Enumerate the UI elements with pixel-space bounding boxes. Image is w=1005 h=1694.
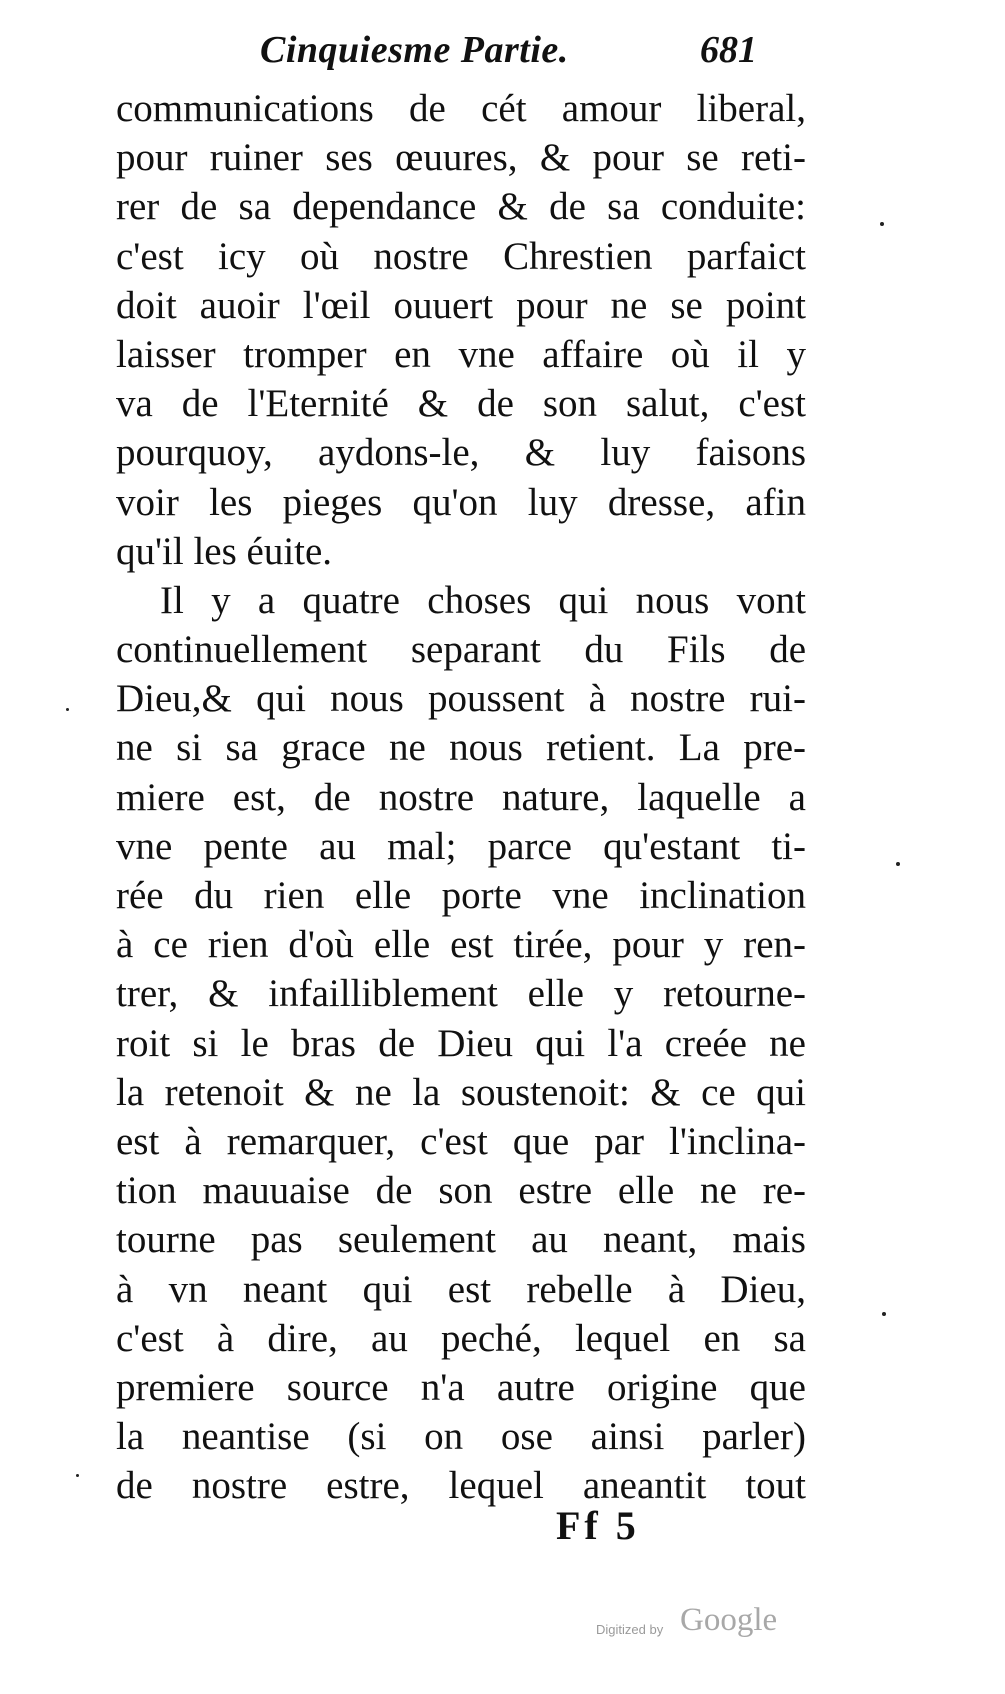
text-line: est à remarquer, c'est que par l'inclina- [116, 1119, 806, 1163]
text-line: doit auoir l'œil ouuert pour ne se point [116, 283, 806, 327]
text-line: premiere source n'a autre origine que [116, 1365, 806, 1409]
text-line: à vn neant qui est rebelle à Dieu, [116, 1267, 806, 1311]
text-line: miere est, de nostre nature, laquelle a [116, 775, 806, 819]
signature-mark: Ff 5 [556, 1503, 640, 1548]
ink-speck [882, 1312, 886, 1316]
text-line: tourne pas seulement au neant, mais [116, 1218, 806, 1262]
paragraph-2 [116, 576, 806, 1511]
text-line: vne pente au mal; parce qu'estant ti- [116, 824, 806, 868]
running-head [250, 22, 810, 82]
text-line: Dieu,& qui nous poussent à nostre rui- [116, 677, 806, 721]
text-line: à ce rien d'où elle est tirée, pour y ren- [116, 923, 806, 967]
paragraph-1 [116, 84, 806, 576]
text-line: continuellement separant du Fils de [116, 628, 806, 672]
text-line: la neantise (si on ose ainsi parler) [116, 1415, 806, 1459]
text-line: qu'il les éuite. [116, 529, 333, 573]
text-line: laisser tromper en vne affaire où il y [116, 332, 806, 376]
text-line: pourquoy, aydons-le, & luy faisons [116, 431, 806, 475]
text-line: c'est à dire, au peché, lequel en sa [116, 1316, 806, 1360]
text-line: rer de sa dependance & de sa conduite: [116, 185, 806, 229]
text-line: trer, & infailliblement elle y retourne- [116, 972, 806, 1016]
text-line: tion mauuaise de son estre elle ne re- [116, 1169, 806, 1213]
digitized-by-text: Digitized by [596, 1622, 664, 1637]
text-line: c'est icy où nostre Chrestien parfaict [116, 234, 806, 278]
text-line: la retenoit & ne la soustenoit: & ce qui [116, 1070, 806, 1114]
text-line: Il y a quatre choses qui nous vont [160, 578, 806, 622]
text-line: ne si sa grace ne nous retient. La pre- [116, 726, 806, 770]
ink-speck [896, 862, 900, 866]
page-number: 681 [700, 29, 757, 71]
text-line: communications de cét amour liberal, [116, 87, 806, 130]
text-line: voir les pieges qu'on luy dresse, afin [116, 480, 806, 524]
text-line: rée du rien elle porte vne inclination [116, 874, 806, 917]
text-line: de nostre estre, lequel aneantit tout [116, 1464, 806, 1508]
text-line: roit si le bras de Dieu qui l'a creée ne [116, 1021, 806, 1065]
google-logo: Google [680, 1602, 778, 1638]
ink-speck [66, 708, 69, 711]
ink-speck [880, 222, 884, 226]
ink-speck [76, 1474, 79, 1477]
text-line: pour ruiner ses œuures, & pour se reti- [116, 136, 806, 180]
running-title: Cinquiesme Partie. [260, 29, 569, 71]
body-text [116, 84, 806, 1510]
text-line: va de l'Eternité & de son salut, c'est [116, 382, 806, 426]
